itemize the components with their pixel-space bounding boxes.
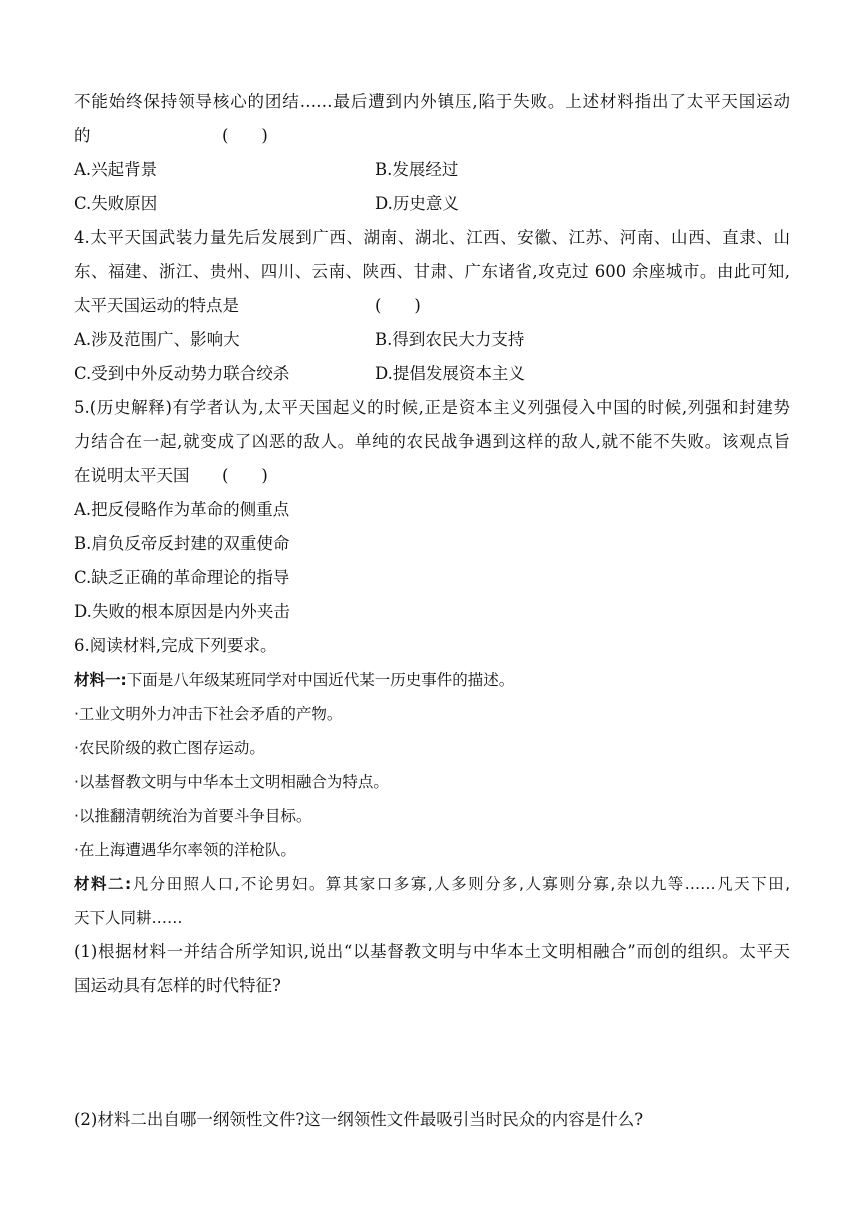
q6-bullet-5: ·在上海遭遇华尔率领的洋枪队。 <box>74 841 296 859</box>
q4-answer-paren[interactable]: ( ) <box>375 296 421 315</box>
q6-bullet-4: ·以推翻清朝统治为首要斗争目标。 <box>74 807 312 825</box>
q3-stem-line2: 的 <box>74 126 91 145</box>
q6-sub1-line2: 国运动具有怎样的时代特征? <box>74 976 281 995</box>
q6-bullet-3: ·以基督教文明与中华本土文明相融合为特点。 <box>74 773 389 791</box>
q5-answer-paren[interactable]: ( ) <box>222 466 268 485</box>
q3-option-c[interactable]: C.失败原因 <box>74 194 158 213</box>
q4-option-c[interactable]: C.受到中外反动势力联合绞杀 <box>74 364 290 383</box>
q6-material2-line1 <box>74 873 790 895</box>
q6-intro: 6.阅读材料,完成下列要求。 <box>74 636 277 655</box>
q6-sub2: (2)材料二出自哪一纲领性文件?这一纲领性文件最吸引当时民众的内容是什么? <box>74 1110 644 1129</box>
q6-material2-label: 材料二: <box>74 875 132 893</box>
q5-stem-line2: 力结合在一起,就变成了凶恶的敌人。单纯的农民战争遇到这样的敌人,就不能不失败。该观点旨 <box>74 432 790 451</box>
q3-answer-paren[interactable]: ( ) <box>222 126 268 145</box>
q5-option-c[interactable]: C.缺乏正确的革命理论的指导 <box>74 568 290 587</box>
q5-option-b[interactable]: B.肩负反帝反封建的双重使命 <box>74 534 290 553</box>
q5-option-d[interactable]: D.失败的根本原因是内外夹击 <box>74 602 290 621</box>
q4-stem-line1: 4.太平天国武装力量先后发展到广西、湖南、湖北、江西、安徽、江苏、河南、山西、直隶、山 <box>74 228 790 247</box>
q6-bullet-1: ·工业文明外力冲击下社会矛盾的产物。 <box>74 705 343 723</box>
q6-sub1-line1: (1)根据材料一并结合所学知识,说出“以基督教文明与中华本土文明相融合”而创的组织。太平天 <box>74 942 790 961</box>
q6-material1-text: 下面是八年级某班同学对中国近代某一历史事件的描述。 <box>126 671 515 689</box>
q3-option-d[interactable]: D.历史意义 <box>375 194 459 213</box>
q3-option-a[interactable]: A.兴起背景 <box>74 160 158 179</box>
q5-stem-line1: 5.(历史解释)有学者认为,太平天国起义的时候,正是资本主义列强侵入中国的时候,列强和封建势 <box>74 398 790 417</box>
q6-bullet-2: ·农民阶级的救亡图存运动。 <box>74 739 265 757</box>
q3-stem-line1: 不能始终保持领导核心的团结……最后遭到内外镇压,陷于失败。上述材料指出了太平天国运动 <box>74 92 790 111</box>
q6-material1-label: 材料一: <box>74 671 127 689</box>
q6-material2-text: 凡分田照人口,不论男妇。算其家口多寡,人多则分多,人寡则分寡,杂以九等……凡天下田, <box>131 875 791 893</box>
q5-option-a[interactable]: A.把反侵略作为革命的侧重点 <box>74 500 290 519</box>
q4-stem-line2: 东、福建、浙江、贵州、四川、云南、陕西、甘肃、广东诸省,攻克过 600 余座城市。由此可知, <box>74 262 790 281</box>
q4-option-b[interactable]: B.得到农民大力支持 <box>375 330 525 349</box>
q6-material1 <box>74 669 514 691</box>
q5-stem-line3: 在说明太平天国 <box>74 466 190 485</box>
q3-option-b[interactable]: B.发展经过 <box>375 160 459 179</box>
q6-material2-line2: 天下人同耕…… <box>74 909 183 927</box>
q4-option-a[interactable]: A.涉及范围广、影响大 <box>74 330 240 349</box>
q4-option-d[interactable]: D.提倡发展资本主义 <box>375 364 525 383</box>
q4-stem-line3: 太平天国运动的特点是 <box>74 296 239 315</box>
